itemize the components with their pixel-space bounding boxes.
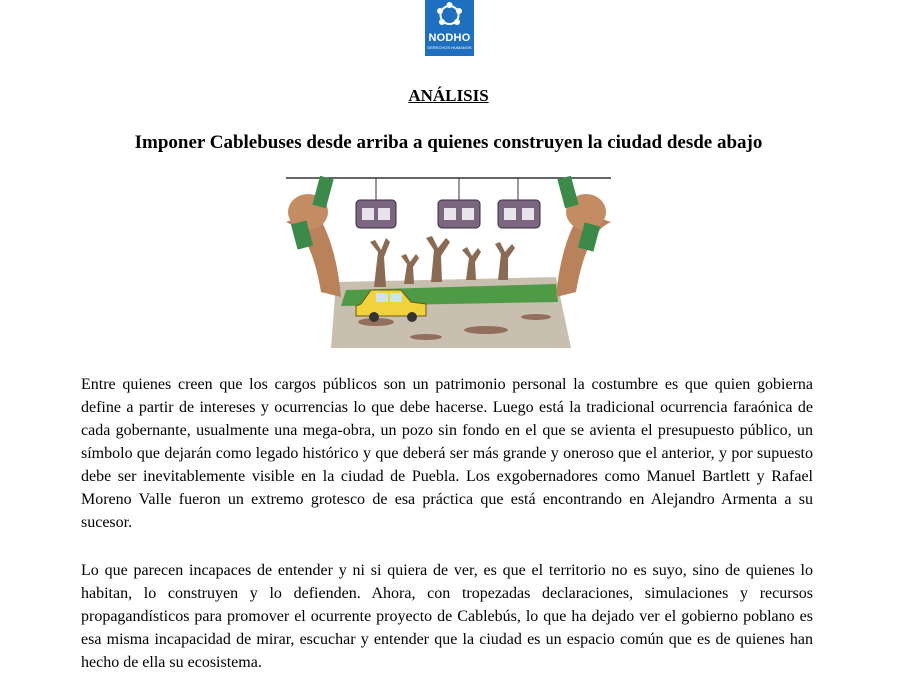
article-title: Imponer Cablebuses desde arriba a quienes construyen la ciudad desde abajo xyxy=(134,132,763,153)
paragraph-1: Entre quienes creen que los cargos públicos son un patrimonio personal la costumbre es que quien gobierna define a partir de intereses y ocurrencias lo que debe hacerse. Luego está la tradicional ocurrencia faraónica de cada gobernante, usualmente una mega-obra, un pozo sin fondo en el que se avienta el presupuesto público, un símbolo que dejarán como legado histórico y que deberá ser más grande y oneroso que el anterior, y por supuesto debe ser inevitablemente visible en la ciudad de Puebla. Los exgobernadores como Manuel Bartlett y Rafael Moreno Valle fueron un extremo grotesco de esa práctica que está encontrando en Alejandro Armenta a su sucesor. xyxy=(81,376,813,531)
logo-name: NODHO xyxy=(428,32,471,44)
logo-subtitle: DERECHOS HUMANOS xyxy=(427,45,472,50)
section-label: ANÁLISIS xyxy=(408,86,489,105)
paragraph-2: Lo que parecen incapaces de entender y ni si quiera de ver, es que el territorio no es suyo, sino de quienes lo habitan, lo construyen y lo defienden. Ahora, con tropezadas declaraciones, simulaciones y recursos propagandísticos para promover el ocurrente proyecto de Cablebús, lo que ha dejado ver el gobierno poblano es esa misma incapacidad de mirar, escuchar y entender que la ciudad es un espacio común que es de quienes han hecho de ella su ecosistema. xyxy=(81,562,813,671)
nodho-logo xyxy=(425,0,474,56)
cablebus-illustration xyxy=(286,172,611,348)
people-circle-icon xyxy=(425,0,474,32)
